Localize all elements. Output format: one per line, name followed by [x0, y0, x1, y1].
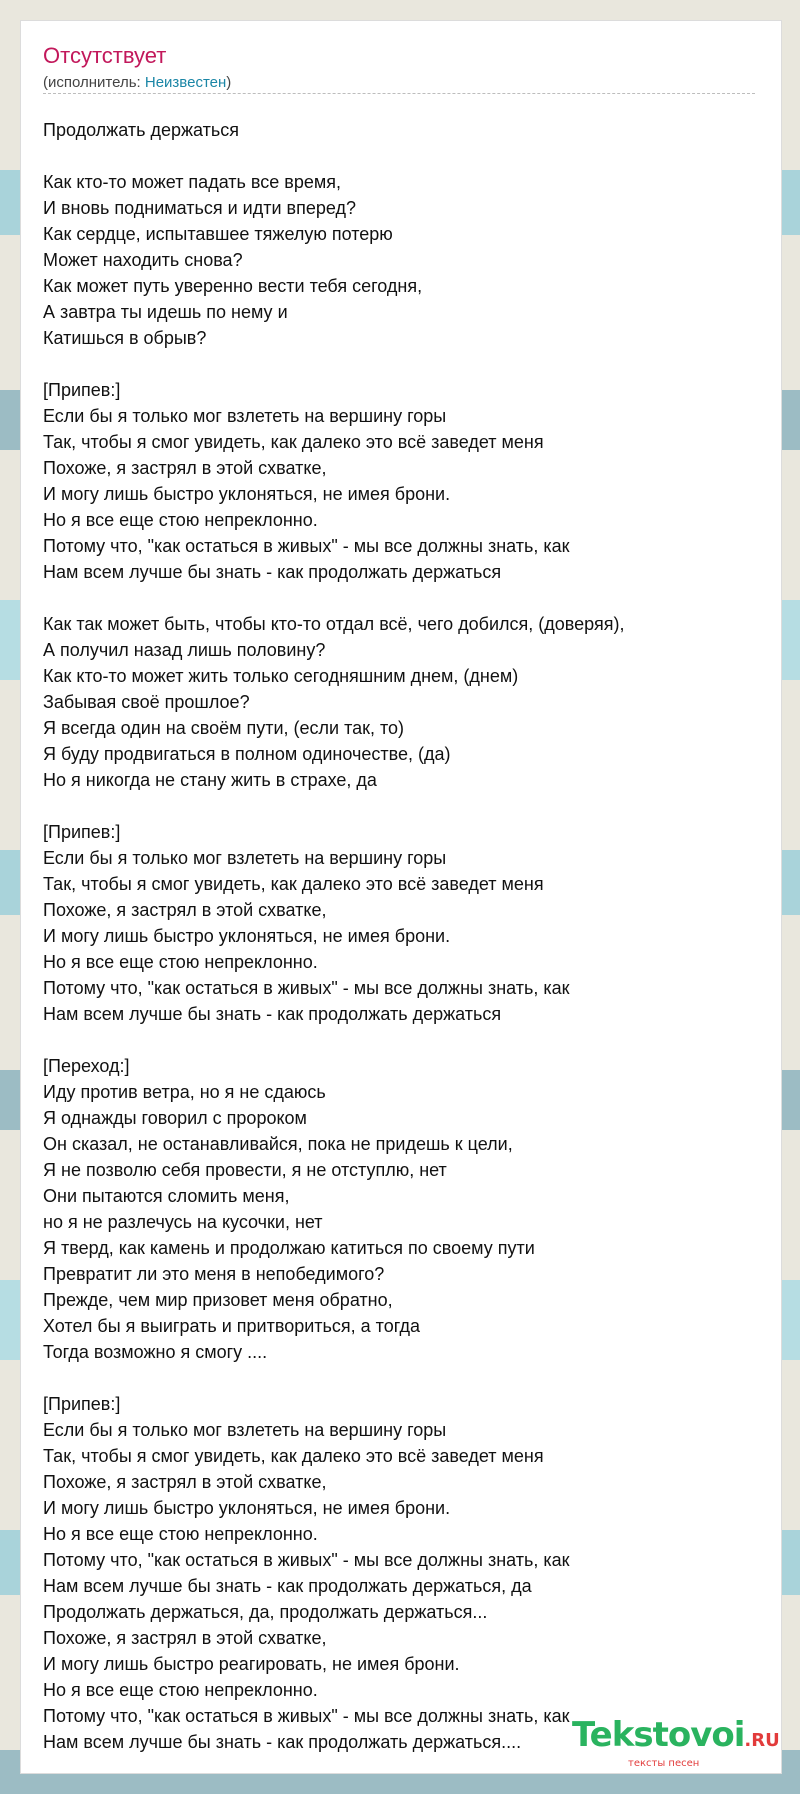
- logo-name: Tekstovoi: [572, 1715, 745, 1755]
- song-title: Отсутствует: [43, 43, 167, 68]
- logo-tld: .RU: [744, 1730, 780, 1751]
- lyrics-text: Продолжать держаться Как кто-то может падать все время, И вновь подниматься и идти вперед? Как сердце, испытавшее тяжелую потерю Может находить снова? Как может путь уверенно вести тебя сегодня, А завтра ты идешь по нему и Катишься в обрыв? [Припев:] Если бы я только мог взлететь на вершину горы Так, чтобы я смог увидеть, как далеко это всё заведет меня Похоже, я застрял в этой схватке, И могу лишь быстро уклоняться, не имея брони. Но я все еще стою непреклонно. Потому что, "как остаться в живых" - мы все должны знать, как Нам всем лучше бы знать - как продолжать держаться Как так может быть, чтобы кто-то отдал всё, чего добился, (доверяя), А получил назад лишь половину? Как кто-то может жить только сегодняшним днем, (днем) Забывая своё прошлое? Я всегда один на своём пути, (если так, то) Я буду продвигаться в полном одиночестве, (да) Но я никогда не стану жить в страхе, да [Припев:] Если бы я только мог взлететь на вершину горы Так, чтобы я смог увидеть, как далеко это всё заведет меня Похоже, я застрял в этой схватке, И могу лишь быстро уклоняться, не имея брони. Но я все еще стою непреклонно. Потому что, "как остаться в живых" - мы все должны знать, как Нам всем лучше бы знать - как продолжать держаться [Переход:] Иду против ветра, но я не сдаюсь Я однажды говорил с пророком Он сказал, не останавливайся, пока не придешь к цели, Я не позволю себя провести, я не отступлю, нет Они пытаются сломить меня, но я не разлечусь на кусочки, нет Я тверд, как камень и продолжаю катиться по своему пути Превратит ли это меня в непобедимого? Прежде, чем мир призовет меня обратно, Хотел бы я выиграть и притвориться, а тогда Тогда возможно я смогу .... [Припев:] Если бы я только мог взлететь на вершину горы Так, чтобы я смог увидеть, как далеко это всё заведет меня Похоже, я застрял в этой схватке, И могу лишь быстро уклоняться, не имея брони. Но я все еще стою непреклонно. Потому что, "как остаться в живых" - мы все должны знать, как Нам всем лучше бы знать - как продолжать держаться, да Продолжать держаться, да, продолжать держаться... Похоже, я застрял в этой схватке, И могу лишь быстро реагировать, не имея брони. Но я все еще стою непреклонно. Потому что, "как остаться в живых" - мы все должны знать, как Нам всем лучше бы знать - как продолжать держаться....: [43, 120, 625, 1752]
- logo-tagline: тексты песен: [628, 1758, 700, 1769]
- artist-prefix: (исполнитель:: [43, 74, 145, 91]
- site-logo[interactable]: [572, 1715, 780, 1755]
- artist-link[interactable]: Неизвестен: [144, 74, 227, 91]
- title-divider: [43, 93, 755, 94]
- lyrics-card: [20, 20, 782, 1774]
- artist-suffix: ): [226, 74, 232, 91]
- artist-line: [43, 74, 231, 91]
